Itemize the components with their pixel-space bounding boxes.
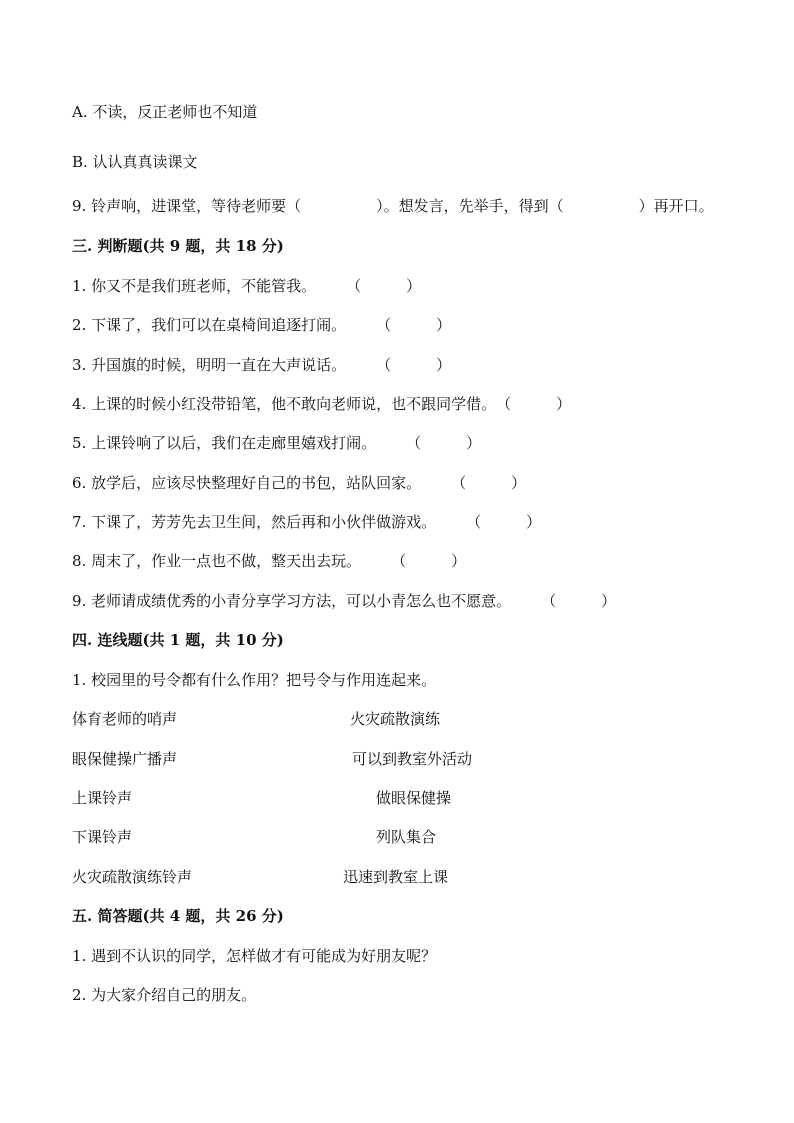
match-left-2: 眼保健操广播声 [72, 750, 178, 768]
judge-item-9: 9. 老师请成绩优秀的小青分享学习方法，可以小青怎么也不愿意。 （ ） [72, 592, 617, 610]
judge-item-5: 5. 上课铃响了以后，我们在走廊里嬉戏打闹。 （ ） [72, 434, 482, 452]
match-right-5: 迅速到教室上课 [343, 868, 449, 886]
judge-item-8: 8. 周末了，作业一点也不做，整天出去玩。 （ ） [72, 552, 467, 570]
option-b: B. 认认真真读课文 [72, 153, 198, 171]
section-4-title: 四. 连线题(共 1 题，共 10 分) [72, 631, 284, 649]
match-right-1: 火灾疏散演练 [350, 710, 441, 728]
section-5-title: 五. 简答题(共 4 题，共 26 分) [72, 907, 284, 925]
match-left-5: 火灾疏散演练铃声 [72, 868, 193, 886]
section-3-title: 三. 判断题(共 9 题，共 18 分) [72, 237, 284, 255]
judge-item-2: 2. 下课了，我们可以在桌椅间追逐打闹。 （ ） [72, 316, 452, 334]
option-a: A. 不读，反正老师也不知道 [72, 103, 258, 121]
judge-item-3: 3. 升国旗的时候，明明一直在大声说话。 （ ） [72, 356, 452, 374]
match-left-1: 体育老师的哨声 [72, 710, 178, 728]
judge-item-7: 7. 下课了，芳芳先去卫生间，然后再和小伙伴做游戏。 （ ） [72, 513, 542, 531]
short-answer-1: 1. 遇到不认识的同学，怎样做才有可能成为好朋友呢？ [72, 947, 437, 965]
short-answer-2: 2. 为大家介绍自己的朋友。 [72, 986, 257, 1004]
judge-item-1: 1. 你又不是我们班老师，不能管我。 （ ） [72, 277, 422, 295]
match-right-3: 做眼保健操 [376, 789, 452, 807]
judge-item-6: 6. 放学后，应该尽快整理好自己的书包，站队回家。 （ ） [72, 474, 527, 492]
match-left-3: 上课铃声 [72, 789, 133, 807]
match-right-2: 可以到教室外活动 [352, 750, 473, 768]
matching-question: 1. 校园里的号令都有什么作用？把号令与作用连起来。 [72, 671, 437, 689]
match-right-4: 列队集合 [376, 828, 437, 846]
match-left-4: 下课铃声 [72, 828, 133, 846]
judge-item-4: 4. 上课的时候小红没带铅笔，他不敢向老师说，也不跟同学借。 （ ） [72, 395, 572, 413]
fill-in-question: 9. 铃声响，进课堂，等待老师要（ ）。想发言，先举手，得到（ ）再开口。 [72, 197, 714, 215]
